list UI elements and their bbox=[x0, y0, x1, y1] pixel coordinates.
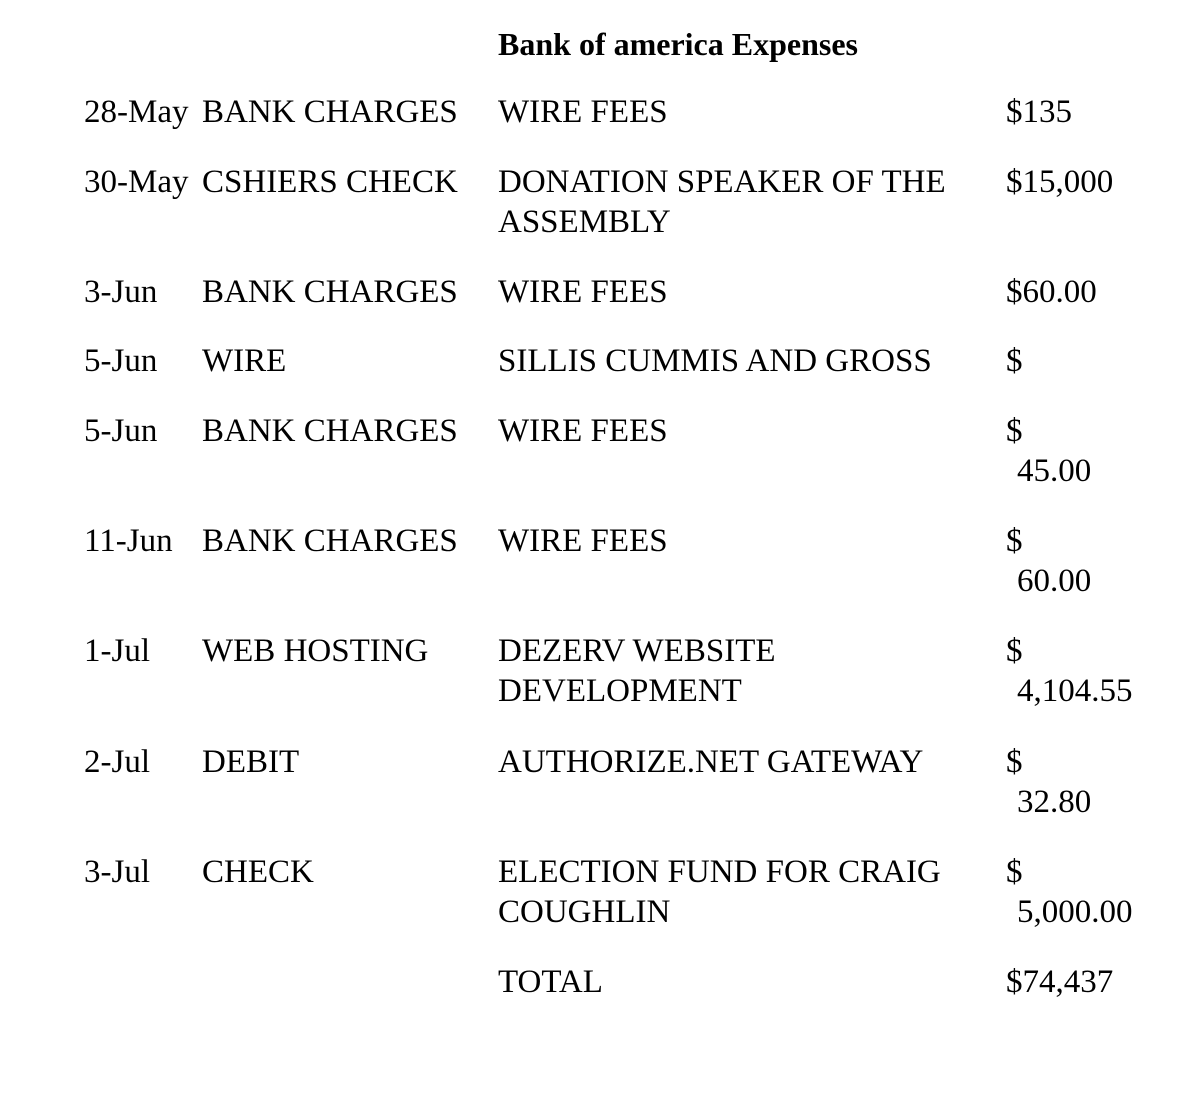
description-line: SILLIS CUMMIS AND GROSS bbox=[498, 343, 932, 379]
amount-line: $135 bbox=[1006, 94, 1072, 130]
row-type: CSHIERS CHECK bbox=[202, 164, 458, 200]
amount-line: 45.00 bbox=[1017, 453, 1092, 489]
description-line: DONATION SPEAKER OF THE bbox=[498, 164, 946, 200]
description-line: COUGHLIN bbox=[498, 894, 671, 930]
description-line: ELECTION FUND FOR CRAIG bbox=[498, 854, 941, 890]
amount-line: $ bbox=[1006, 523, 1023, 559]
row-amount bbox=[1006, 411, 1091, 491]
description-line: DEZERV WEBSITE bbox=[498, 633, 776, 669]
amount-line: 5,000.00 bbox=[1017, 894, 1133, 930]
row-date: 1-Jul bbox=[84, 633, 150, 669]
amount-line: $ bbox=[1006, 744, 1023, 780]
row-date: 5-Jun bbox=[84, 343, 158, 379]
total-amount: $74,437 bbox=[1006, 964, 1114, 1000]
row-description bbox=[498, 341, 932, 381]
document-title: Bank of america Expenses bbox=[498, 26, 858, 62]
row-type: BANK CHARGES bbox=[202, 274, 458, 310]
amount-line: 60.00 bbox=[1017, 563, 1092, 599]
row-amount bbox=[1006, 852, 1133, 932]
row-amount bbox=[1006, 341, 1023, 381]
description-line: WIRE FEES bbox=[498, 523, 668, 559]
amount-line: $ bbox=[1006, 633, 1023, 669]
row-date: 11-Jun bbox=[84, 523, 173, 559]
amount-line: $ bbox=[1006, 343, 1023, 379]
row-type: BANK CHARGES bbox=[202, 94, 458, 130]
row-type: WEB HOSTING bbox=[202, 633, 429, 669]
description-line: ASSEMBLY bbox=[498, 204, 671, 240]
row-amount bbox=[1006, 521, 1091, 601]
amount-line: $15,000 bbox=[1006, 164, 1114, 200]
row-description bbox=[498, 742, 923, 782]
row-description bbox=[498, 272, 668, 312]
row-amount bbox=[1006, 92, 1072, 132]
description-line: DEVELOPMENT bbox=[498, 673, 742, 709]
row-description bbox=[498, 521, 668, 561]
row-type: CHECK bbox=[202, 854, 314, 890]
row-date: 2-Jul bbox=[84, 744, 150, 780]
row-date: 3-Jun bbox=[84, 274, 158, 310]
row-description bbox=[498, 852, 941, 932]
total-label: TOTAL bbox=[498, 964, 603, 1000]
row-amount bbox=[1006, 742, 1091, 822]
description-line: WIRE FEES bbox=[498, 413, 668, 449]
row-type: BANK CHARGES bbox=[202, 523, 458, 559]
amount-line: 4,104.55 bbox=[1017, 673, 1133, 709]
row-description bbox=[498, 162, 946, 242]
amount-line: $ bbox=[1006, 854, 1023, 890]
row-date: 3-Jul bbox=[84, 854, 150, 890]
amount-line: 32.80 bbox=[1017, 784, 1092, 820]
row-type: DEBIT bbox=[202, 744, 300, 780]
row-description bbox=[498, 411, 668, 451]
amount-line: $60.00 bbox=[1006, 274, 1097, 310]
row-date: 5-Jun bbox=[84, 413, 158, 449]
amount-line: $ bbox=[1006, 413, 1023, 449]
row-type: BANK CHARGES bbox=[202, 413, 458, 449]
row-date: 28-May bbox=[84, 94, 189, 130]
description-line: WIRE FEES bbox=[498, 94, 668, 130]
description-line: WIRE FEES bbox=[498, 274, 668, 310]
row-description bbox=[498, 631, 776, 711]
description-line: AUTHORIZE.NET GATEWAY bbox=[498, 744, 924, 780]
row-amount bbox=[1006, 631, 1133, 711]
row-description bbox=[498, 92, 668, 132]
row-date: 30-May bbox=[84, 164, 189, 200]
row-type: WIRE bbox=[202, 343, 287, 379]
row-amount bbox=[1006, 272, 1097, 312]
row-amount bbox=[1006, 162, 1113, 202]
